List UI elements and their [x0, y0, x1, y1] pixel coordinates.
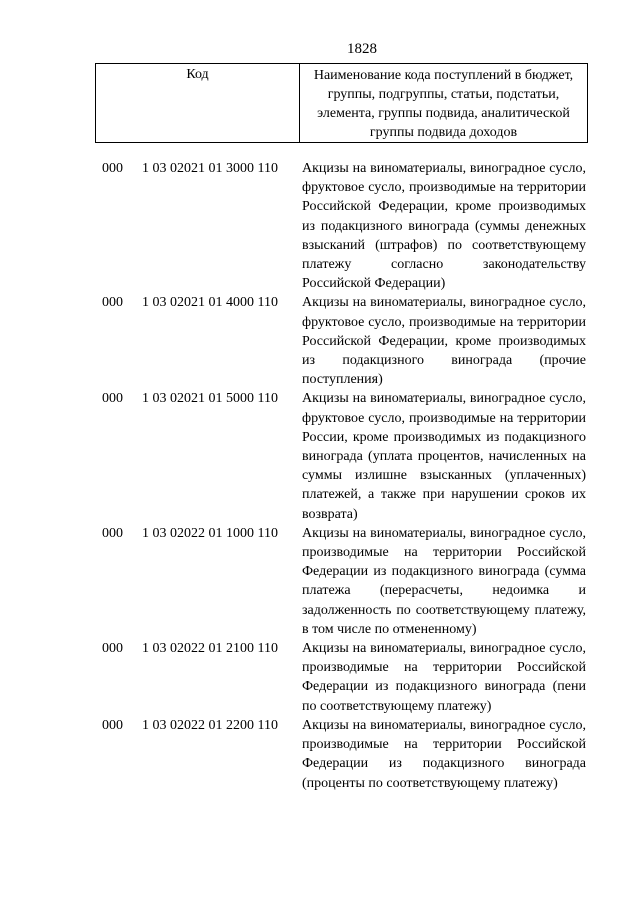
row-description: Акцизы на виноматериалы, виноградное сусло, фруктовое сусло, производимые на территории Российской Федерации, кроме производимых из подакцизного винограда (суммы денежных взысканий (штрафов) по соответствующему платежу согласно законодательству Российской Федерации) [302, 161, 586, 292]
table-row [0, 389, 640, 523]
row-revenue-code: 1 03 02021 01 3000 110 [142, 161, 278, 176]
row-description: Акцизы на виноматериалы, виноградное сусло, производимые на территории Российской Федерации из подакцизного винограда (проценты по соответствующему платежу) [302, 717, 586, 791]
table-row [0, 159, 640, 293]
row-revenue-code: 1 03 02021 01 5000 110 [142, 391, 278, 407]
table-row [0, 524, 640, 639]
table-row [0, 716, 640, 793]
row-description: Акцизы на виноматериалы, виноградное сусло, фруктовое сусло, производимые на территории России, кроме производимых из подакцизного винограда (уплата процентов, начисленных на суммы излишне взысканных (уплаченных) платежей, а также при нарушении сроков их возврата) [302, 391, 586, 522]
table-body [0, 159, 640, 793]
row-admin-code: 000 [102, 525, 123, 541]
row-admin-code: 000 [102, 641, 123, 657]
table-row [0, 639, 640, 716]
header-code-cell: Код [96, 64, 300, 142]
table-row [0, 293, 640, 389]
row-description: Акцизы на виноматериалы, виноградное сусло, производимые на территории Российской Федерации из подакцизного винограда (сумма платежа (перерасчеты, недоимка и задолженность по соответствующему платежу, в том числе по отмененному) [302, 525, 586, 637]
table-header [95, 63, 588, 143]
row-admin-code: 000 [102, 717, 123, 733]
page-number: 1828 [347, 41, 377, 57]
row-description: Акцизы на виноматериалы, виноградное сусло, фруктовое сусло, производимые на территории Российской Федерации, кроме производимых из подакцизного винограда (прочие поступления) [302, 295, 586, 388]
row-admin-code: 000 [102, 295, 123, 311]
row-description: Акцизы на виноматериалы, виноградное сусло, производимые на территории Российской Федерации из подакцизного винограда (пени по соответствующему платежу) [302, 641, 586, 714]
row-revenue-code: 1 03 02022 01 1000 110 [142, 525, 278, 541]
row-revenue-code: 1 03 02021 01 4000 110 [142, 295, 278, 311]
row-revenue-code: 1 03 02022 01 2200 110 [142, 717, 278, 733]
row-admin-code: 000 [102, 391, 123, 407]
header-name-cell: Наименование кода поступлений в бюджет, группы, подгруппы, статьи, подстатьи, элемента, группы подвида, аналитической группы подвида доходов [313, 68, 574, 140]
row-admin-code: 000 [102, 161, 123, 176]
row-revenue-code: 1 03 02022 01 2100 110 [142, 641, 278, 657]
